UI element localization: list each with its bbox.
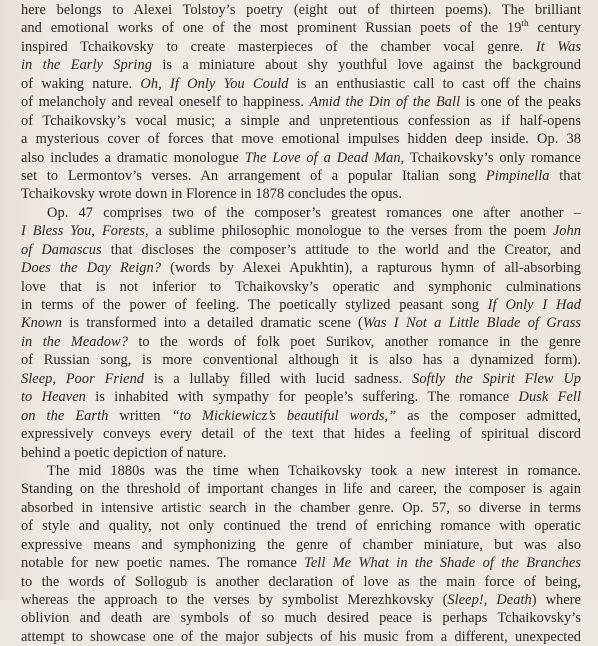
text-line — [21, 1, 581, 19]
text-line — [21, 370, 581, 388]
text-run: (words by Alexei Apukhtin), a rapturous hymn of all-absorbing — [161, 260, 581, 277]
text-run: attempt to showcase one of the major subjects of his music from a different, unexpected — [21, 628, 581, 645]
text-run: a mysterious cover of forces that move emotional impulses hidden deep inside. Op. 38 — [21, 131, 581, 148]
italic-title: Death — [496, 592, 532, 608]
text-line — [21, 314, 581, 332]
text-run: is inhabited with sympathy for people’s suffering. The romance — [85, 389, 519, 406]
text-run: that — [549, 167, 581, 184]
text-line — [21, 149, 581, 167]
text-line — [21, 628, 581, 646]
text-run: of melancholy and reveal oneself to happiness. — [21, 94, 310, 111]
text-line — [21, 259, 581, 277]
italic-title: Does the Day Reign? — [21, 260, 162, 277]
text-line — [21, 388, 581, 406]
text-line — [21, 517, 581, 535]
italic-title: Amid the Din of the Ball — [309, 94, 461, 111]
text-line — [21, 536, 581, 554]
text-run: is an enthusiastic call to cast off the chains — [288, 75, 581, 92]
text-line — [21, 296, 581, 314]
italic-title: Pimpinella — [485, 167, 550, 184]
text-line — [21, 19, 581, 37]
text-run: , Tchaikovsky’s only romance — [400, 149, 581, 166]
text-run: expressively conveys every detail of the text that hides a feeling of spiritual discord — [21, 426, 581, 443]
text-run: behind a poetic depiction of nature. — [21, 444, 227, 461]
text-run: written — [108, 407, 172, 424]
italic-title: Softly the Spirit Flew Up — [412, 370, 581, 387]
text-line — [21, 185, 581, 203]
text-run: century — [528, 20, 581, 37]
italic-title: Was I Not a Little Blade of Grass — [362, 315, 581, 332]
italic-title: “to Mickiewicz’s beautiful words,” — [171, 407, 397, 424]
italic-title: Tell Me What in the Shade of the Branches — [304, 555, 581, 572]
text-run: oblivion and death are symbols of so much desired peace is perhaps Tchaikovsky’s — [21, 610, 581, 627]
text-run: , a sublime philosophic monologue to the verses from the poem — [144, 223, 553, 240]
text-line — [21, 167, 581, 185]
text-line — [21, 278, 581, 296]
text-run: is a lullaby filled with lucid sadness. — [144, 370, 413, 387]
body-text — [21, 1, 581, 646]
italic-title: Sleep! — [447, 592, 484, 608]
text-line — [21, 333, 581, 351]
italic-title: Sleep, Poor Friend — [21, 370, 145, 387]
text-run: expressive means and symphonizing the genre of chamber miniature, but was also — [21, 536, 581, 553]
italic-title: Known — [21, 315, 63, 332]
text-line — [21, 38, 581, 56]
text-run: is transformed into a detailed dramatic scene ( — [62, 315, 363, 332]
italic-title: Dusk Fell — [518, 389, 581, 406]
text-run: of waking nature. — [21, 75, 141, 92]
text-run: , — [483, 592, 497, 608]
text-run: ) where — [531, 592, 581, 608]
italic-title: It Was — [535, 38, 581, 55]
text-run: inspired Tchaikovsky to create masterpieces of the chamber vocal genre. — [21, 38, 536, 55]
italic-title: The Love of a Dead Man — [244, 149, 401, 166]
text-run: Tchaikovsky wrote down in Florence in 1878 concludes the opus. — [21, 186, 402, 203]
text-run: to the words of Sollogub is another declaration of love as the main force of being, — [21, 573, 581, 590]
italic-title: If Only I Had — [487, 297, 581, 313]
italic-title: to Heaven — [21, 389, 86, 406]
text-run: also includes a dramatic monologue — [21, 149, 245, 166]
text-run: whereas the approach to the verses by symbolist Merezhkovsky ( — [21, 592, 448, 608]
italic-title: of Damascus — [21, 241, 102, 258]
text-line — [21, 407, 581, 425]
text-run: is one of the peaks — [460, 94, 581, 111]
text-line — [21, 351, 581, 369]
text-run: of Russian song, is more conventional although it is also has a dynamized form). — [21, 352, 581, 369]
text-line — [21, 56, 581, 74]
text-line — [21, 241, 581, 259]
italic-title: John — [552, 223, 581, 240]
text-run: of Tchaikovsky’s vocal music; a simple and unpretentious confession as if half-opens — [21, 112, 581, 129]
italic-title: in the Meadow? — [21, 333, 128, 350]
text-run: Op. 47 comprises two of the composer’s greatest romances one after another – — [47, 204, 581, 221]
text-line — [21, 480, 581, 498]
text-line — [21, 609, 581, 627]
text-line — [21, 554, 581, 572]
text-run: is a miniature about shy youthful love against the background — [151, 57, 581, 74]
text-run: love that is not inferior to Tchaikovsky’s operatic and symphonic culminations — [21, 278, 581, 295]
text-line — [21, 93, 581, 111]
italic-title: in the Early Spring — [21, 57, 152, 74]
text-line — [21, 204, 581, 222]
text-run: here belongs to Alexei Tolstoy’s poetry (eight out of thirteen poems). The brilliant — [21, 2, 581, 18]
text-line — [21, 112, 581, 130]
text-run: The mid 1880s was the time when Tchaikovsky took a new interest in romance. — [47, 462, 581, 479]
text-run: and emotional works of one of the most prominent Russian poets of the 19 — [21, 20, 522, 37]
text-run: of style and quality, not only continued the trend of enriching romance with operatic — [21, 518, 581, 535]
text-run: Standing on the threshold of important changes in life and career, the composer is again — [21, 481, 581, 498]
italic-title: I Bless You, Forests — [21, 223, 145, 240]
text-run: absorbed in intensive artistic search in the chamber genre. Op. 57, so diverse in terms — [21, 499, 581, 516]
text-line — [21, 130, 581, 148]
text-run: notable for new poetic names. The romance — [21, 555, 305, 572]
text-line — [21, 573, 581, 591]
italic-title: Oh, If Only You Could — [140, 75, 289, 92]
text-run: that discloses the composer’s attitude to the world and the Creator, and — [101, 241, 581, 258]
text-run: to the words of folk poet Surikov, another romance in the genre — [127, 333, 581, 350]
text-line — [21, 591, 581, 609]
text-line — [21, 444, 581, 462]
text-run: as the composer admitted, — [396, 407, 581, 424]
text-line — [21, 222, 581, 240]
text-run: set to Lermontov’s verses. An arrangement of a popular Italian song — [21, 167, 486, 184]
text-line — [21, 462, 581, 480]
text-line — [21, 75, 581, 93]
italic-title: on the Earth — [21, 407, 109, 424]
text-run: in terms of the power of feeling. The poetically stylized peasant song — [21, 297, 488, 313]
text-line — [21, 499, 581, 517]
text-line — [21, 425, 581, 443]
superscript: th — [521, 19, 529, 29]
